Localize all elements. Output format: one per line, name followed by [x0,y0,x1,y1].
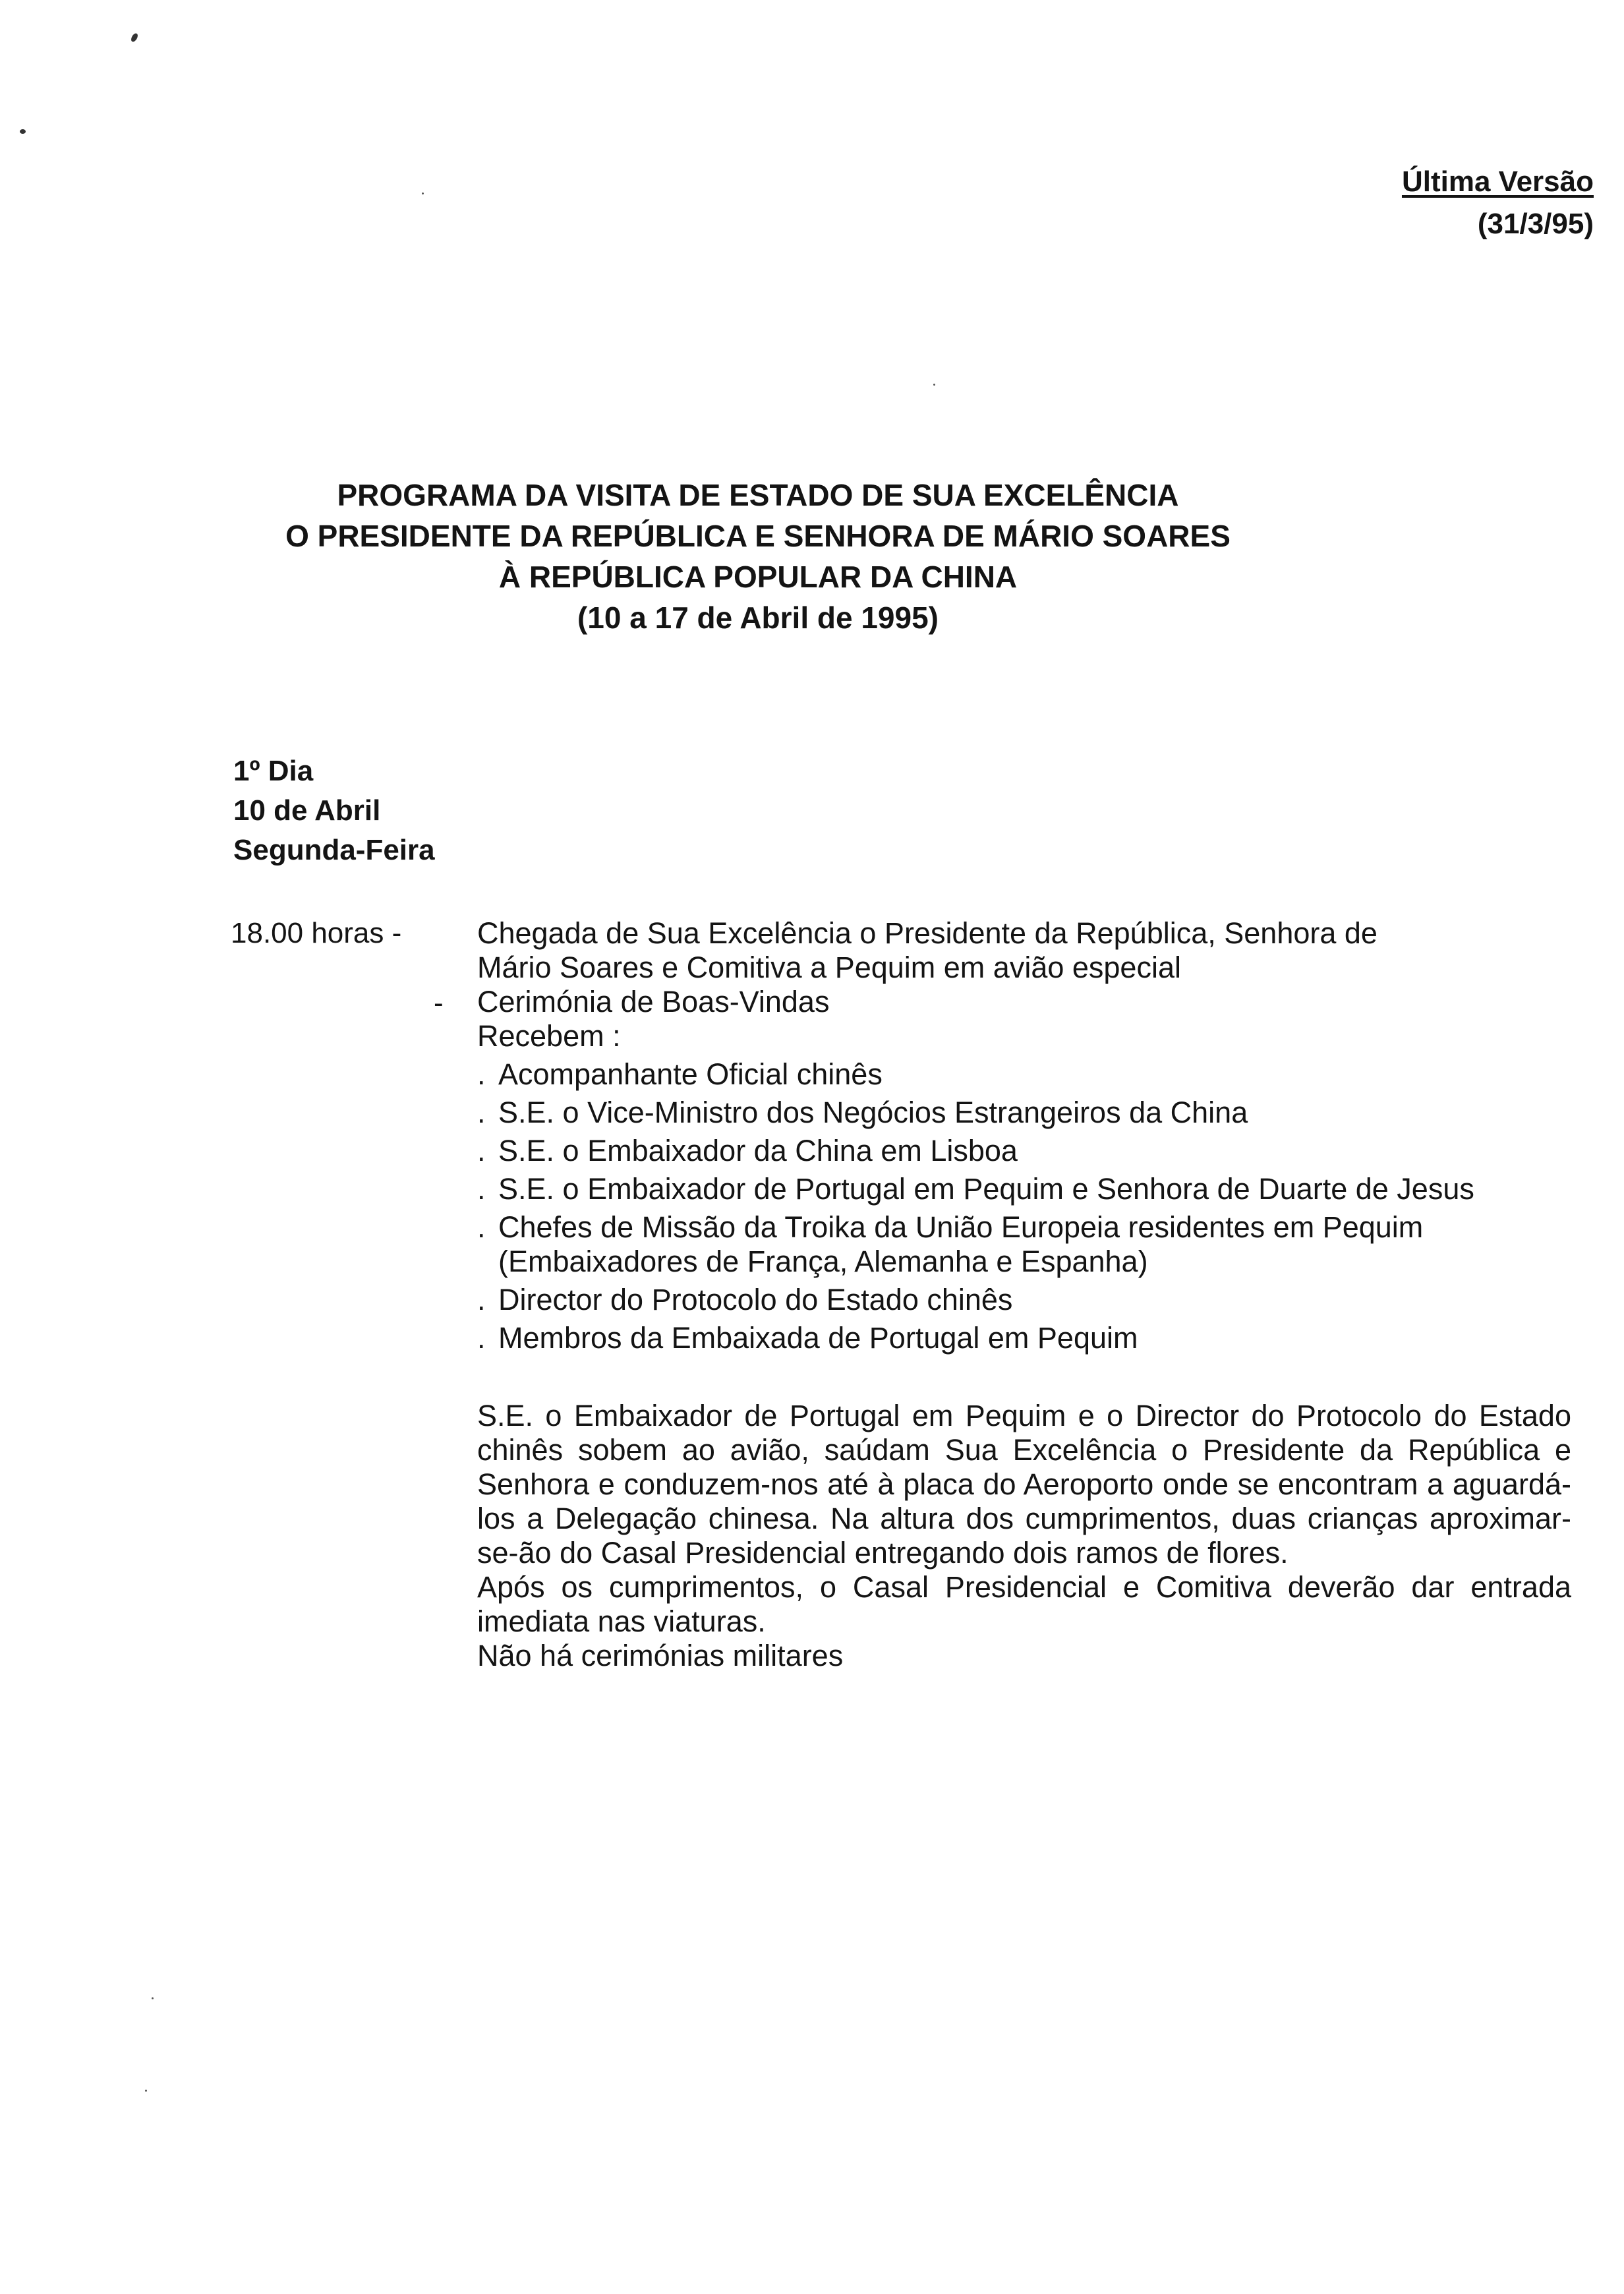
list-item-text: S.E. o Vice-Ministro dos Negócios Estrangeiros da China [498,1096,1248,1129]
document-title [224,475,1292,638]
list-item-text: Chefes de Missão da Troika da União Europeia residentes em Pequim (Embaixadores de França, Alemanha e Espanha) [498,1210,1424,1278]
list-item-text: S.E. o Embaixador da China em Lisboa [498,1134,1018,1167]
day-number: 1º Dia [233,755,314,787]
list-bullet: . [477,1210,486,1244]
list-item [477,1283,1571,1317]
list-bullet: . [477,1283,486,1316]
scan-speck [152,1997,154,1999]
receive-label: Recebem : [477,1019,621,1053]
list-item [477,1321,1571,1355]
list-item-text: Director do Protocolo do Estado chinês [498,1283,1013,1316]
list-item [477,1210,1571,1279]
title-line: À REPÚBLICA POPULAR DA CHINA [498,560,1018,594]
scan-speck [422,192,424,194]
list-item [477,1134,1571,1168]
list-bullet: . [477,1057,486,1091]
list-bullet: . [477,1321,486,1355]
list-bullet: . [477,1096,486,1129]
schedule-content [477,916,1571,1673]
protocol-paragraph: Após os cumprimentos, o Casal Presidencial e Comitiva deverão dar entrada imediata nas viaturas. [477,1570,1571,1638]
title-dates: (10 a 17 de Abril de 1995) [577,601,939,635]
scan-speck [145,2090,147,2092]
list-item-text: S.E. o Embaixador de Portugal em Pequim e Senhora de Duarte de Jesus [498,1172,1474,1206]
scan-speck [130,32,139,43]
title-line: O PRESIDENTE DA REPÚBLICA E SENHORA DE MÁRIO SOARES [285,519,1231,553]
list-bullet: . [477,1172,486,1206]
arrival-text: Mário Soares e Comitiva a Pequim em avião especial [477,951,1181,984]
day-weekday: Segunda-Feira [233,834,435,866]
title-line: PROGRAMA DA VISITA DE ESTADO DE SUA EXCELÊNCIA [337,478,1179,512]
ceremony-text: Cerimónia de Boas-Vindas [477,985,830,1018]
version-stamp [1402,161,1594,245]
day-date: 10 de Abril [233,794,381,827]
arrival-text: Chegada de Sua Excelência o Presidente da República, Senhora de [477,916,1378,950]
list-item [477,1096,1571,1130]
version-date: (31/3/95) [1477,208,1594,240]
list-item [477,1172,1571,1206]
list-item-text: Membros da Embaixada de Portugal em Pequim [498,1321,1138,1355]
protocol-note: Não há cerimónias militares [477,1639,844,1672]
version-label: Última Versão [1401,165,1594,198]
item-dash: - [434,987,444,1019]
scan-speck [933,384,935,386]
list-bullet: . [477,1134,486,1167]
list-item-text: Acompanhante Oficial chinês [498,1057,883,1091]
time-label: 18.00 horas - [231,917,402,949]
day-header [233,751,435,870]
scan-speck [20,129,26,134]
protocol-paragraph: S.E. o Embaixador de Portugal em Pequim e o Director do Protocolo do Estado chinês sobem ao avião, saúdam Sua Excelência o Presidente da República e Senhora e conduzem-nos até à placa do Aeroporto onde se encontram a aguardá-los a Delegação chinesa. Na altura dos cumprimentos, duas crianças aproximar-se-ão do Casal Presidencial entregando dois ramos de flores. [477,1399,1571,1570]
list-item [477,1057,1571,1092]
receivers-list [477,1057,1571,1355]
